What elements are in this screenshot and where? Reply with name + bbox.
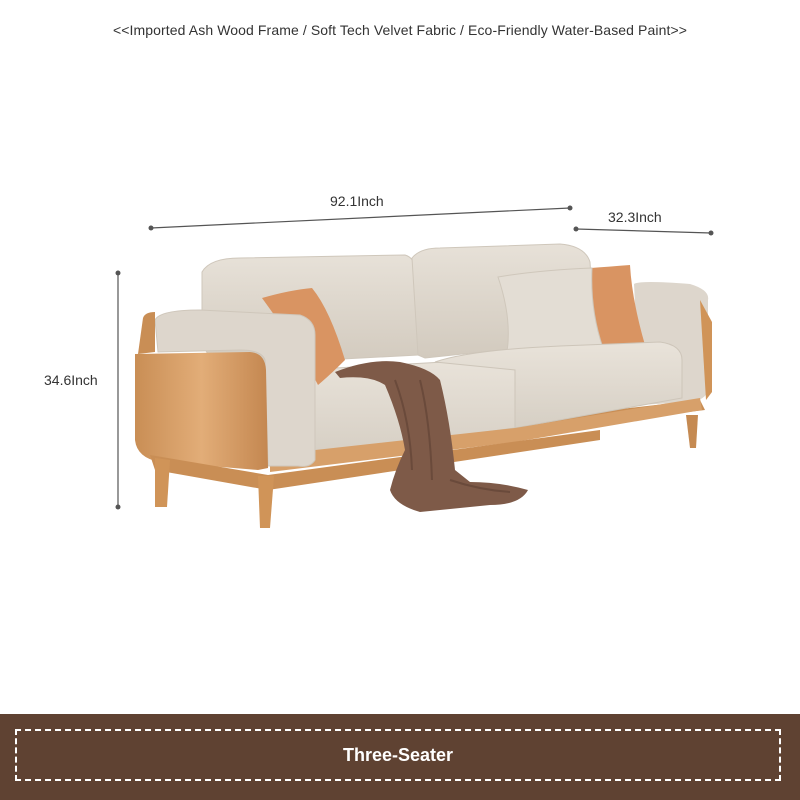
height-label: 34.6Inch (44, 372, 98, 388)
footer-dashed-box (15, 729, 781, 781)
dimension-line-depth (574, 227, 714, 236)
feature-description: <<Imported Ash Wood Frame / Soft Tech Velvet Fabric / Eco-Friendly Water-Based Paint>> (112, 22, 688, 38)
dimension-line-length (149, 206, 573, 231)
depth-label: 32.3Inch (608, 209, 662, 225)
sofa (135, 244, 712, 528)
seater-label: Three-Seater (342, 744, 454, 765)
dimension-line-height (116, 271, 121, 510)
footer-banner (0, 714, 800, 800)
length-label: 92.1Inch (330, 193, 384, 209)
